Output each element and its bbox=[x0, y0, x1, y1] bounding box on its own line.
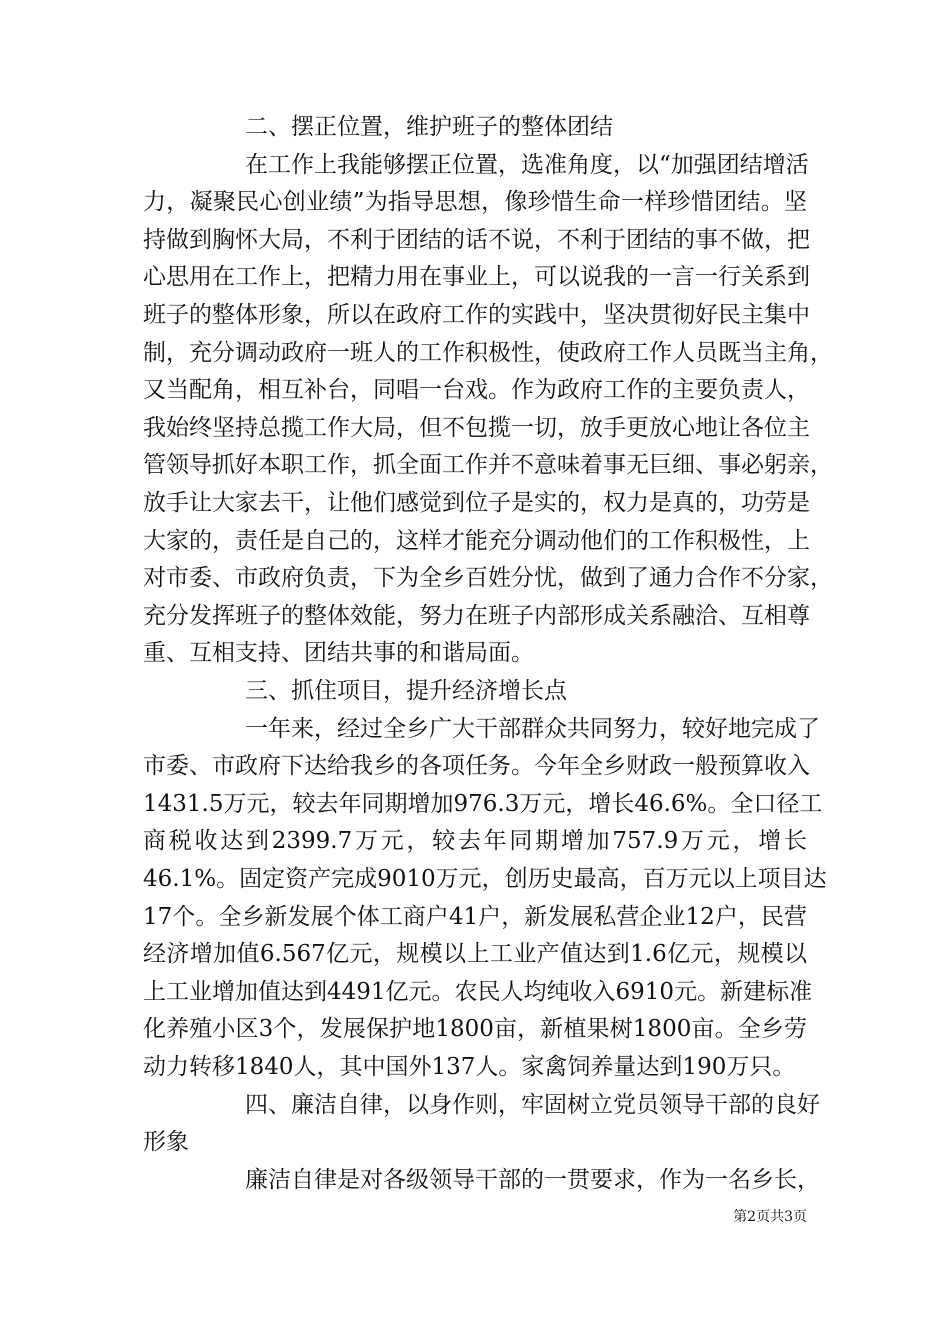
paragraph-line: 力，凝聚民心创业绩”为指导思想，像珍惜生命一样珍惜团结。坚 bbox=[143, 189, 807, 215]
section-heading-4: 四、廉洁自律，以身作则，牢固树立党员领导干部的良好 bbox=[245, 1092, 820, 1118]
paragraph-line: 市委、市政府下达给我乡的各项任务。今年全乡财政一般预算收入 bbox=[143, 753, 810, 779]
section-heading-2: 二、摆正位置，维护班子的整体团结 bbox=[245, 114, 613, 140]
paragraph-line: 我始终坚持总揽工作大局，但不包揽一切，放手更放心地让各位主 bbox=[143, 415, 810, 441]
paragraph-line: 化养殖小区3个，发展保护地1800亩，新植果树1800亩。全乡劳 bbox=[143, 1016, 807, 1042]
paragraph-line: 大家的，责任是自己的，这样才能充分调动他们的工作积极性，上 bbox=[143, 528, 810, 554]
paragraph-line: 廉洁自律是对各级领导干部的一贯要求，作为一名乡长， bbox=[245, 1167, 820, 1193]
paragraph-line: 持做到胸怀大局，不利于团结的话不说，不利于团结的事不做，把 bbox=[143, 227, 810, 253]
section-heading-4-continued: 形象 bbox=[143, 1129, 189, 1155]
paragraph-line: 1431.5万元，较去年同期增加976.3万元，增长46.6%。全口径工 bbox=[143, 791, 823, 817]
paragraph-line: 在工作上我能够摆正位置，选准角度，以“加强团结增活 bbox=[245, 152, 809, 178]
paragraph-line: 一年来，经过全乡广大干部群众共同努力，较好地完成了 bbox=[245, 716, 820, 742]
paragraph-line: 经济增加值6.567亿元，规模以上工业产值达到1.6亿元，规模以 bbox=[143, 941, 807, 967]
paragraph-line: 班子的整体形象，所以在政府工作的实践中，坚决贯彻好民主集中 bbox=[143, 302, 810, 328]
paragraph-line: 又当配角，相互补台，同唱一台戏。作为政府工作的主要负责人， bbox=[143, 377, 810, 403]
paragraph-line: 商税收达到2399.7万元，较去年同期增加757.9万元，增长 bbox=[143, 828, 807, 854]
paragraph-line: 放手让大家去干，让他们感觉到位子是实的，权力是真的，功劳是 bbox=[143, 490, 810, 516]
section-heading-3: 三、抓住项目，提升经济增长点 bbox=[245, 678, 567, 704]
paragraph-line: 重、互相支持、团结共事的和谐局面。 bbox=[143, 640, 534, 666]
paragraph-line: 对市委、市政府负责，下为全乡百姓分忧，做到了通力合作不分家， bbox=[143, 565, 833, 591]
page-number-footer: 第2页共3页 bbox=[733, 1209, 807, 1225]
paragraph-line: 17个。全乡新发展个体工商户41户，新发展私营企业12户，民营 bbox=[143, 904, 807, 930]
paragraph-line: 46.1%。固定资产完成9010万元，创历史最高，百万元以上项目达 bbox=[143, 866, 827, 892]
paragraph-line: 充分发挥班子的整体效能，努力在班子内部形成关系融洽、互相尊 bbox=[143, 603, 810, 629]
paragraph-line: 制，充分调动政府一班人的工作积极性，使政府工作人员既当主角， bbox=[143, 340, 833, 366]
paragraph-line: 上工业增加值达到4491亿元。农民人均纯收入6910元。新建标准 bbox=[143, 979, 813, 1005]
paragraph-line: 心思用在工作上，把精力用在事业上，可以说我的一言一行关系到 bbox=[143, 264, 810, 290]
paragraph-line: 动力转移1840人，其中国外137人。家禽饲养量达到190万只。 bbox=[143, 1054, 796, 1080]
paragraph-line: 管领导抓好本职工作，抓全面工作并不意味着事无巨细、事必躬亲， bbox=[143, 452, 833, 478]
